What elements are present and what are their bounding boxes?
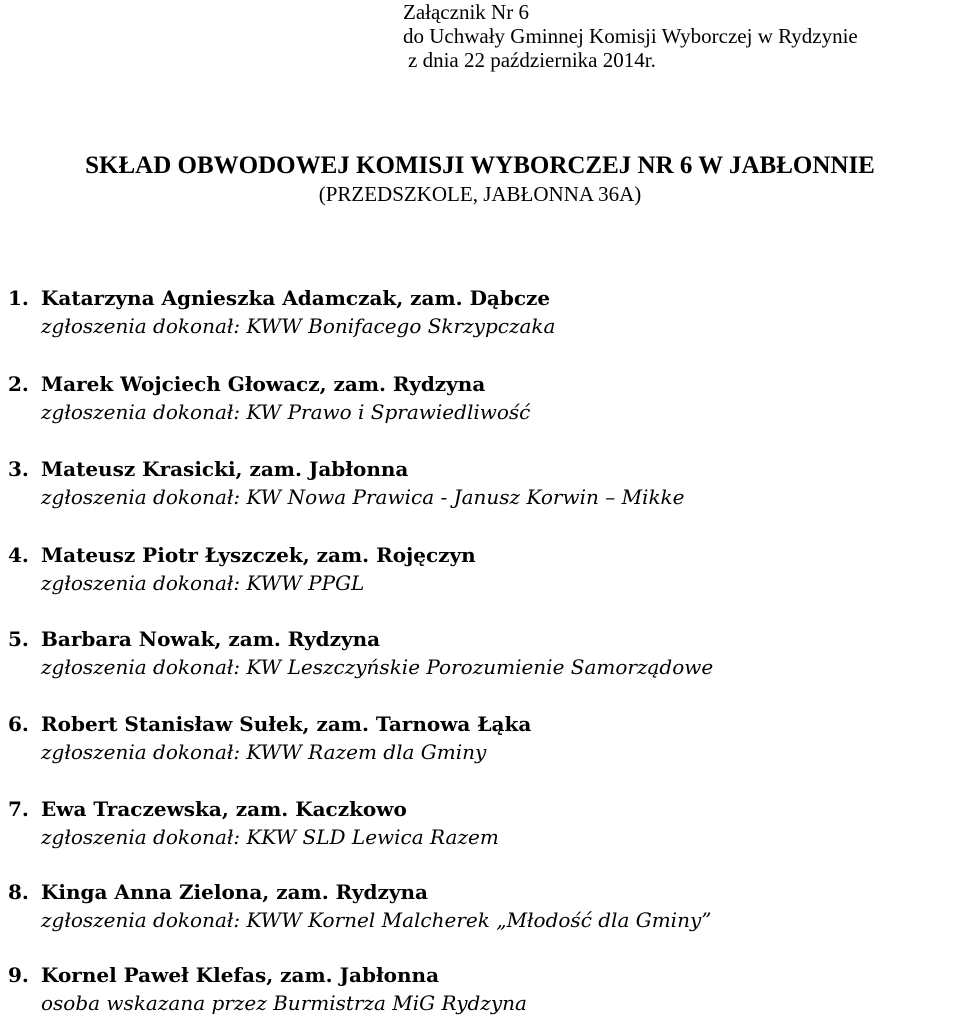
member-entry	[8, 795, 958, 851]
member-entry	[8, 961, 958, 1017]
member-entry	[8, 541, 958, 597]
member-name-line	[8, 370, 958, 398]
member-nominator: zgłoszenia dokonał: KW Prawo i Sprawiedliwość	[41, 400, 531, 424]
member-number: 5.	[8, 627, 29, 651]
member-nominator: zgłoszenia dokonał: KWW Kornel Malcherek „Młodość dla Gminy”	[41, 908, 712, 932]
member-name-line	[8, 710, 958, 738]
member-entry	[8, 625, 958, 681]
member-number: 9.	[8, 963, 29, 987]
member-entry	[8, 710, 958, 766]
member-entry	[8, 455, 958, 511]
member-nominator: zgłoszenia dokonał: KW Nowa Prawica - Janusz Korwin – Mikke	[41, 485, 685, 509]
member-name-line	[8, 961, 958, 989]
member-name: Katarzyna Agnieszka Adamczak, zam. Dąbcze	[41, 286, 551, 310]
member-nominator: zgłoszenia dokonał: KWW Bonifacego Skrzypczaka	[41, 314, 556, 338]
member-number: 7.	[8, 797, 29, 821]
annex-header	[403, 0, 858, 72]
annex-resolution: do Uchwały Gminnej Komisji Wyborczej w Rydzynie	[403, 24, 858, 48]
member-name: Kinga Anna Zielona, zam. Rydzyna	[41, 880, 428, 904]
member-name: Barbara Nowak, zam. Rydzyna	[41, 627, 381, 651]
annex-number: Załącznik Nr 6	[403, 0, 529, 24]
member-name: Kornel Paweł Klefas, zam. Jabłonna	[41, 963, 440, 987]
document-subtitle: (PRZEDSZKOLE, JABŁONNA 36A)	[318, 182, 642, 206]
member-name-line	[8, 795, 958, 823]
member-name-line	[8, 878, 958, 906]
member-entry	[8, 878, 958, 934]
member-number: 6.	[8, 712, 29, 736]
document-title: SKŁAD OBWODOWEJ KOMISJI WYBORCZEJ NR 6 W JABŁONNIE	[85, 152, 875, 179]
member-number: 8.	[8, 880, 29, 904]
member-name-line	[8, 625, 958, 653]
member-number: 4.	[8, 543, 29, 567]
member-nominator: zgłoszenia dokonał: KKW SLD Lewica Razem	[41, 825, 499, 849]
member-name: Mateusz Piotr Łyszczek, zam. Rojęczyn	[41, 543, 476, 567]
member-name-line	[8, 455, 958, 483]
member-number: 1.	[8, 286, 29, 310]
member-nominator: zgłoszenia dokonał: KW Leszczyńskie Porozumienie Samorządowe	[41, 655, 714, 679]
member-name-line	[8, 284, 958, 312]
member-name: Ewa Traczewska, zam. Kaczkowo	[41, 797, 407, 821]
member-name: Mateusz Krasicki, zam. Jabłonna	[41, 457, 409, 481]
member-name-line	[8, 541, 958, 569]
member-name: Marek Wojciech Głowacz, zam. Rydzyna	[41, 372, 486, 396]
member-entry	[8, 284, 958, 340]
annex-date: z dnia 22 października 2014r.	[408, 48, 656, 72]
member-nominator: zgłoszenia dokonał: KWW PPGL	[41, 571, 365, 595]
member-name: Robert Stanisław Sułek, zam. Tarnowa Łąka	[41, 712, 532, 736]
member-entry	[8, 370, 958, 426]
member-nominator: osoba wskazana przez Burmistrza MiG Rydzyna	[41, 991, 527, 1015]
member-number: 2.	[8, 372, 29, 396]
member-number: 3.	[8, 457, 29, 481]
member-nominator: zgłoszenia dokonał: KWW Razem dla Gminy	[41, 740, 487, 764]
